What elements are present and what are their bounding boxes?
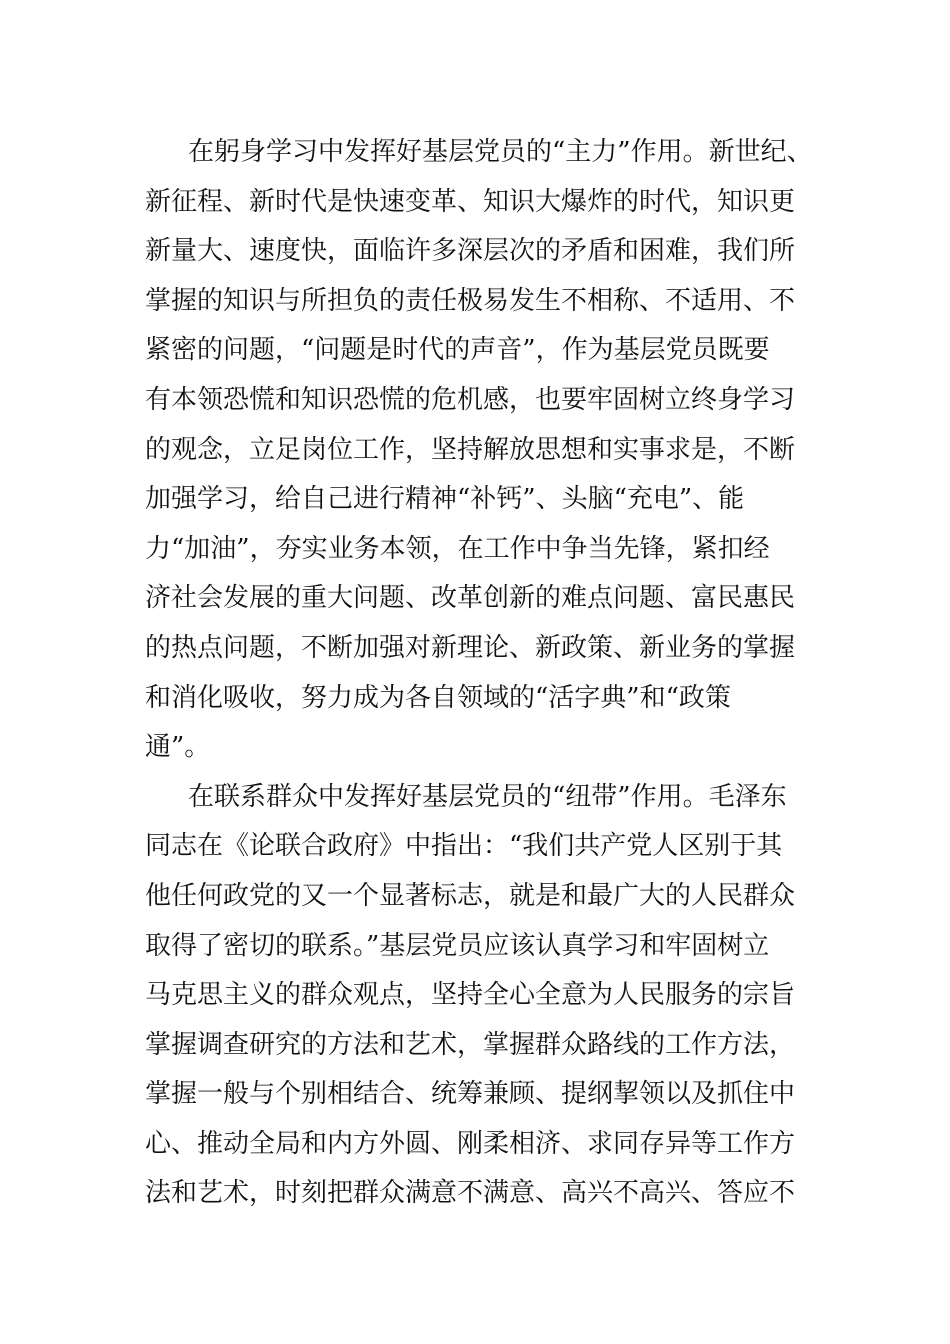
text-line: 同志在《论联合政府》中指出：“我们共产党人区别于其 <box>145 831 783 862</box>
text-line: 济社会发展的重大问题、改革创新的难点问题、富民惠民 <box>145 583 796 614</box>
text-line: 法和艺术，时刻把群众满意不满意、高兴不高兴、答应不 <box>145 1178 796 1209</box>
text-line: 掌握的知识与所担负的责任极易发生不相称、不适用、不 <box>145 285 796 316</box>
text-line: 的热点问题，不断加强对新理论、新政策、新业务的掌握 <box>145 632 796 663</box>
text-line: 和消化吸收，努力成为各自领域的“活字典”和“政策 <box>145 682 731 713</box>
document-body <box>145 128 825 1219</box>
text-line: 在躬身学习中发挥好基层党员的“主力”作用。新世纪、 <box>188 137 813 167</box>
text-line: 取得了密切的联系。”基层党员应该认真学习和牢固树立 <box>145 930 770 961</box>
text-line: 掌握一般与个别相结合、统筹兼顾、提纲挈领以及抓住中 <box>145 1079 796 1110</box>
text-line: 心、推动全局和内方外圆、刚柔相济、求同存异等工作方 <box>145 1128 796 1159</box>
text-line: 的观念，立足岗位工作，坚持解放思想和实事求是，不断 <box>145 434 796 465</box>
text-line: 新量大、速度快，面临许多深层次的矛盾和困难，我们所 <box>145 236 796 267</box>
text-line: 马克思主义的群众观点，坚持全心全意为人民服务的宗旨 <box>145 980 796 1011</box>
text-line: 在联系群众中发挥好基层党员的“纽带”作用。毛泽东 <box>188 781 787 812</box>
text-line: 新征程、新时代是快速变革、知识大爆炸的时代，知识更 <box>145 186 796 217</box>
text-line: 加强学习，给自己进行精神“补钙”、头脑“充电”、能 <box>145 484 745 515</box>
text-line: 通”。 <box>145 732 211 763</box>
text-line: 紧密的问题，“问题是时代的声音”，作为基层党员既要 <box>145 335 770 366</box>
text-line: 他任何政党的又一个显著标志，就是和最广大的人民群众 <box>145 880 796 911</box>
paragraph-2 <box>145 773 825 1219</box>
text-line: 力“加油”，夯实业务本领，在工作中争当先锋，紧扣经 <box>145 533 770 564</box>
text-line: 有本领恐慌和知识恐慌的危机感，也要牢固树立终身学习 <box>145 384 796 415</box>
paragraph-1 <box>145 128 825 773</box>
text-line: 掌握调查研究的方法和艺术，掌握群众路线的工作方法， <box>145 1029 796 1060</box>
